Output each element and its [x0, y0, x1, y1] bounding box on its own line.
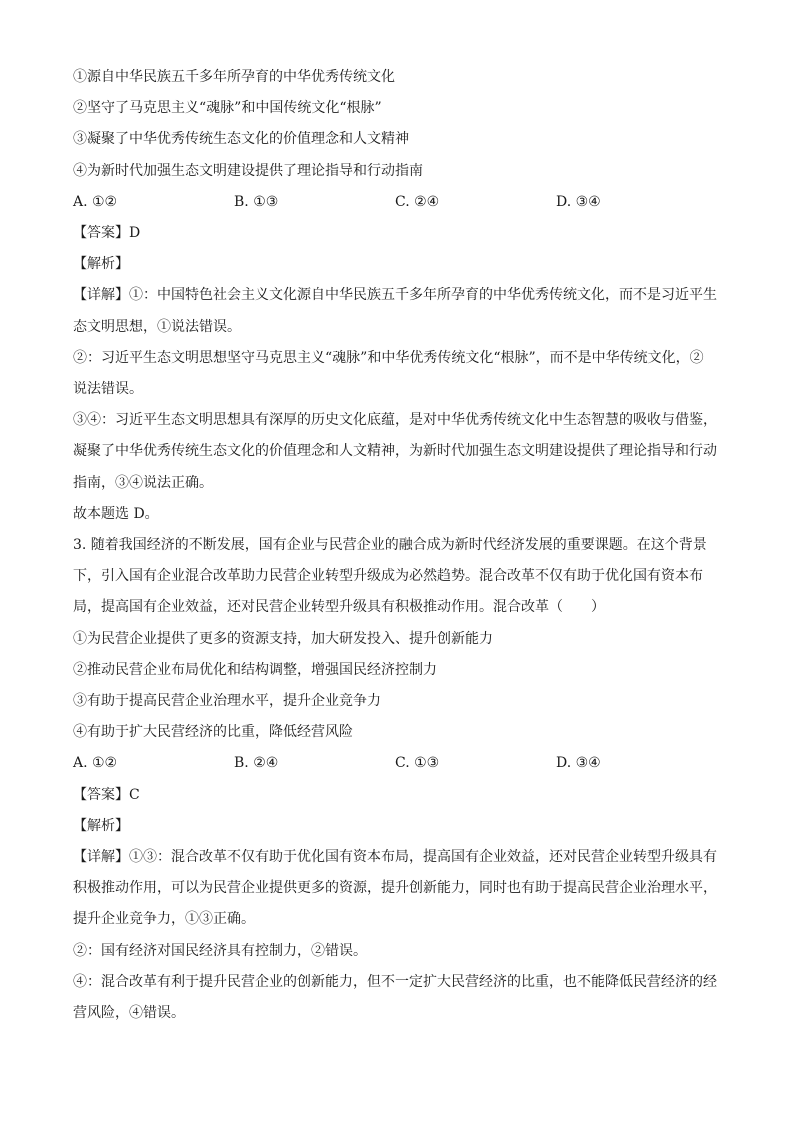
q2-item-4: ④为新时代加强生态文明建设提供了理论指导和行动指南	[73, 162, 423, 179]
q3-item-1: ①为民营企业提供了更多的资源支持，加大研发投入、提升创新能力	[73, 630, 493, 647]
q2-detail-line-2: 态文明思想，①说法错误。	[73, 318, 241, 335]
q3-analysis-label: 【解析】	[73, 817, 129, 834]
q3-option-c: C. ①③	[395, 755, 440, 772]
q3-detail-line-2: 积极推动作用，可以为民营企业提供更多的资源，提升创新能力，同时也有助于提高民营企业治理水平，	[73, 880, 717, 897]
q2-conclusion: 故本题选 D。	[73, 505, 159, 522]
document-page	[73, 62, 733, 1029]
q3-detail-line-1: 【详解】①③：混合改革不仅有助于优化国有资本布局，提高国有企业效益，还对民营企业转型升级具有	[73, 849, 717, 866]
q2-answer: 【答案】D	[73, 225, 141, 242]
q3-detail-line-5: ④：混合改革有利于提升民营企业的创新能力，但不一定扩大民营经济的比重，也不能降低民营经济的经	[73, 973, 717, 990]
q2-item-2: ②坚守了马克思主义“魂脉”和中国传统文化“根脉”	[73, 100, 382, 117]
q2-option-d: D. ③④	[556, 193, 601, 210]
q3-answer: 【答案】C	[73, 786, 140, 803]
q2-options	[73, 187, 733, 218]
q3-detail-line-4: ②：国有经济对国民经济具有控制力，②错误。	[73, 942, 367, 959]
q2-item-1: ①源自中华民族五千多年所孕育的中华优秀传统文化	[73, 69, 395, 85]
q2-detail-line-5: ③④：习近平生态文明思想具有深厚的历史文化底蕴，是对中华优秀传统文化中生态智慧的吸收与借鉴，	[73, 412, 717, 429]
q3-item-3: ③有助于提高民营企业治理水平，提升企业竞争力	[73, 693, 381, 710]
q3-stem-line-3: 局，提高国有企业效益，还对民营企业转型升级具有积极推动作用。混合改革（ ）	[73, 599, 605, 616]
q2-option-c: C. ②④	[395, 193, 440, 210]
q3-detail-line-3: 提升企业竞争力，①③正确。	[73, 911, 255, 928]
q3-option-a: A. ①②	[73, 755, 118, 772]
q3-options	[73, 748, 733, 779]
q2-analysis-label: 【解析】	[73, 256, 129, 273]
q2-detail-line-1: 【详解】①：中国特色社会主义文化源自中华民族五千多年所孕育的中华优秀传统文化，而不是习近平生	[73, 287, 717, 304]
q3-stem-line-1: 3. 随着我国经济的不断发展，国有企业与民营企业的融合成为新时代经济发展的重要课题。在这个背景	[73, 537, 707, 554]
q2-option-b: B. ①③	[234, 193, 279, 210]
q3-option-b: B. ②④	[234, 755, 279, 772]
q2-detail-line-4: 说法错误。	[73, 381, 143, 398]
q2-detail-line-7: 指南，③④说法正确。	[73, 474, 213, 491]
q3-option-d: D. ③④	[556, 755, 601, 772]
q3-detail-line-6: 营风险，④错误。	[73, 1005, 185, 1022]
q3-item-4: ④有助于扩大民营经济的比重，降低经营风险	[73, 724, 353, 741]
q3-item-2: ②推动民营企业布局优化和结构调整，增强国民经济控制力	[73, 661, 437, 678]
q2-detail-line-3: ②：习近平生态文明思想坚守马克思主义“魂脉”和中华优秀传统文化“根脉”，而不是中华传统文化，②	[73, 349, 704, 366]
q3-stem-line-2: 下，引入国有企业混合改革助力民营企业转型升级成为必然趋势。混合改革不仅有助于优化国有资本布	[73, 568, 703, 585]
q2-item-3: ③凝聚了中华优秀传统生态文化的价值理念和人文精神	[73, 131, 409, 148]
q2-option-a: A. ①②	[73, 193, 118, 210]
q2-detail-line-6: 凝聚了中华优秀传统生态文化的价值理念和人文精神，为新时代加强生态文明建设提供了理论指导和行动	[73, 443, 717, 460]
